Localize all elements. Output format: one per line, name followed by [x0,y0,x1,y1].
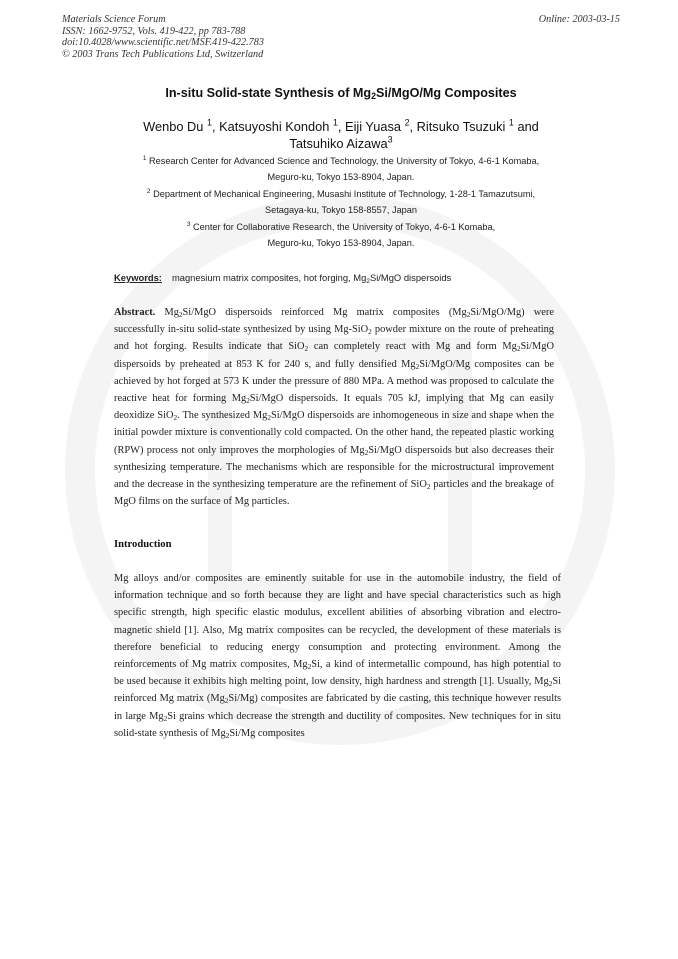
issn-line: ISSN: 1662-9752, Vols. 419-422, pp 783-788 [62,25,246,37]
author-name: Eiji Yuasa [345,119,401,134]
doi-line: doi:10.4028/www.scientific.net/MSF.419-422.783 [62,37,264,49]
author-list: Wenbo Du $^1$, Katsuyoshi Kondoh $^1$, Eiji Yuasa $^2$, Ritsuko Tsuzuki $^1$ and Tatsuhiko Aizawa$^3$ [143,117,539,151]
keywords-line: Keywords: magnesium matrix composites, hot forging, $Mg_2Si$/MgO dispersoids [114,272,452,285]
introduction-paragraph: Mg alloys and/or composites are eminently suitable for use in the automobile industry, the field of information technique and so forth because they are light and have special characteristics such as high specific strength, high specific elastic modulus, excellent abilities of absorbing vibration and electro-magnetic shield [1]. Also, Mg matrix composites can be recycled, the development of these materials is therefore beneficial to reducing energy consumption and protecting environment. Among the reinforcements of Mg matrix composites, $Mg_2Si$, a kind of intermetallic compound, has high potential to be used because it exhibits high melting point, low density, high hardness and strength [1]. Usually, $Mg_2Si$ reinforced Mg matrix $(Mg_2Si/Mg)$ composites are fabricated by die casting, this technique however results in large $Mg_2Si$ grains which decrease the strength and ductility of composites. New techniques for in situ solid-state synthesis of $Mg_2Si/Mg$ composites [114,573,562,740]
author-name: Wenbo Du [143,119,204,134]
affiliation-2: $^2$ Department of Mechanical Engineering, Musashi Institute of Technology, 1-28-1 Tamazutsumi, Setagaya-ku, Tokyo 158-8557, Japan [146,187,536,216]
abstract-label: Abstract. [114,307,156,318]
author-affiliation-mark: 2 [404,117,410,128]
journal-header [62,14,620,60]
affiliation-1: $^1$ Research Center for Advanced Science and Technology, the University of Tokyo, 4-6-1 Komaba, Meguro-ku, Tokyo 153-8904, Japan. [142,154,540,183]
author-affiliation-mark: 1 [508,117,514,128]
copyright-line: © 2003 Trans Tech Publications Ltd, Switzerland [62,48,264,60]
journal-name: Materials Science Forum [62,14,166,25]
author-affiliation-mark: 1 [206,117,212,128]
abstract-paragraph: Abstract. $Mg_2Si$/MgO dispersoids reinforced Mg matrix composites $(Mg_2Si/MgO/Mg)$ were successfully in-situ solid-state synthesized by using Mg-SiO$_2$ powder mixture on the route of preheating and hot forging. Results indicate that SiO$_2$ can completely react with Mg and form $Mg_2Si$/MgO dispersoids by preheated at 853 K for 240 s, and fully densified $Mg_2Si/MgO/Mg$ composites can be achieved by hot forged at 573 K under the pressure of 880 MPa. A method was proposed to calculate the reactive heat for forming $Mg_2Si$/MgO dispersoids. It equals 705 kJ, implying that Mg can easily deoxidize SiO$_2$. The synthesized $Mg_2Si$/MgO dispersoids are inhomogeneous in size and shape when the initial powder mixture is conventionally cold compacted. On the other hand, the repeated plastic working (RPW) process not only improves the morphologies of $Mg_2Si$/MgO dispersoids but also decreases their synthesizing temperature. The mechanisms which are responsible for the microstructural improvement and the decrease in the synthesizing temperature are the refinement of SiO$_2$ particles and the breakage of MgO films on the surface of Mg particles. [114,307,554,508]
author-affiliation-mark: 3 [387,134,393,145]
paper-title: In-situ Solid-state Synthesis of $Mg_2Si/MgO/Mg$ Composites [165,86,517,101]
keywords-label: Keywords: [114,272,162,283]
affiliations [100,153,582,251]
author-name: Ritsuko Tsuzuki [416,119,506,134]
section-heading-introduction: Introduction [114,539,172,550]
affiliation-3: $^3$ Center for Collaborative Research, the University of Tokyo, 4-6-1 Komaba, Meguro-ku, Tokyo 153-8904, Japan. [186,220,496,249]
online-date: Online: 2003-03-15 [538,14,620,25]
author-name: Tatsuhiko Aizawa [289,136,388,151]
author-affiliation-mark: 1 [332,117,338,128]
author-name: Katsuyoshi Kondoh [219,119,330,134]
